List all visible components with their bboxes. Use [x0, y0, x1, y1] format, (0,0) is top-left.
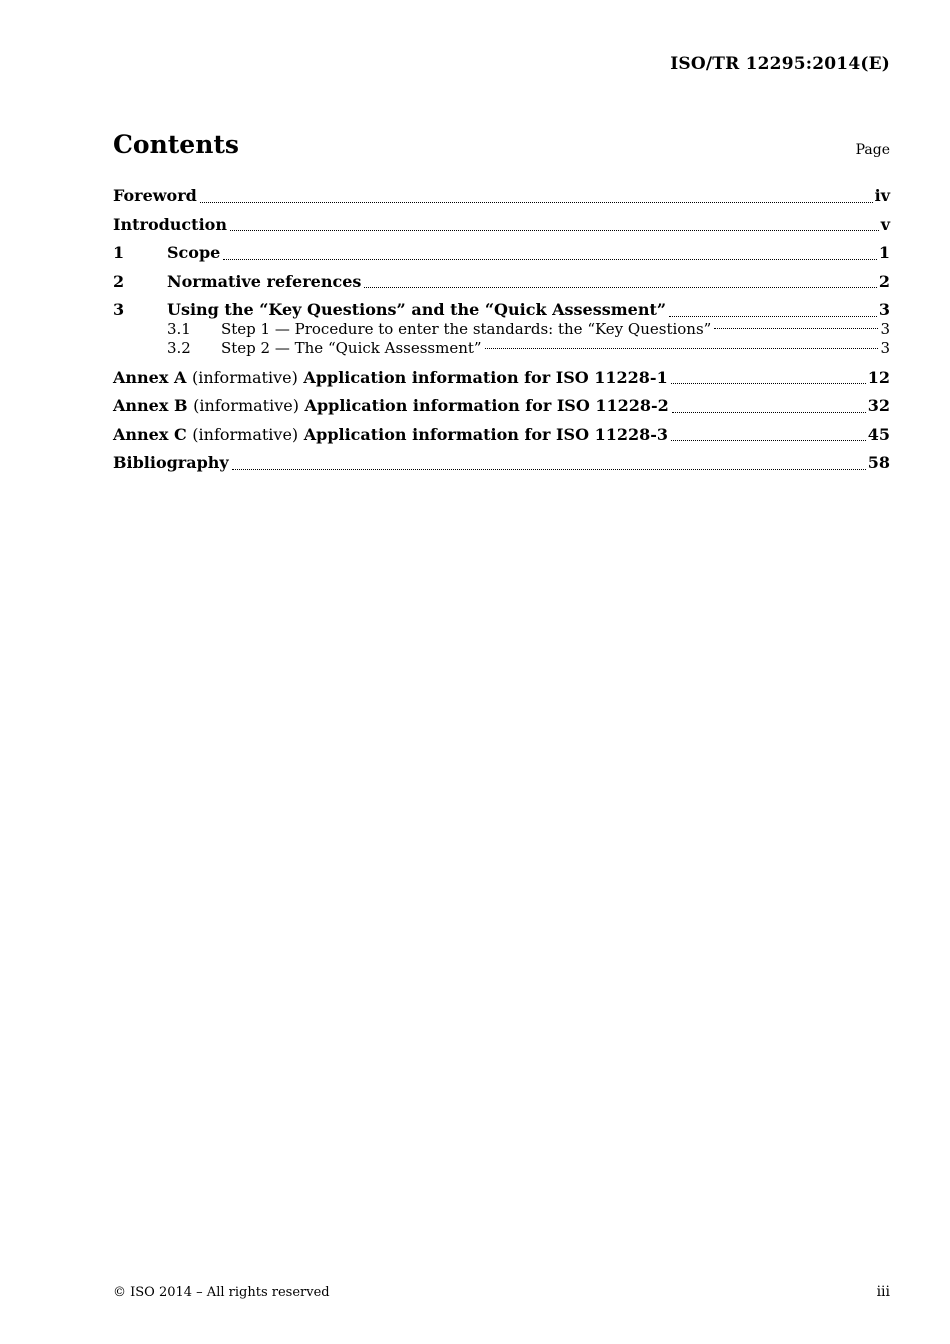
toc-entry-page: 32 — [867, 396, 890, 415]
annex-title: Application information for ISO 11228-3 — [303, 424, 669, 444]
toc-entry-foreword[interactable] — [113, 185, 890, 214]
dot-leader — [671, 440, 866, 441]
contents-title: Contents — [113, 130, 240, 159]
toc-entry-page: 2 — [878, 271, 890, 291]
toc-entry-number: 3.1 — [167, 319, 191, 338]
dot-leader — [714, 328, 878, 329]
footer-page-number: iii — [876, 1284, 890, 1300]
toc-entry-label: Normative references — [167, 271, 362, 291]
footer-copyright: © ISO 2014 – All rights reserved — [113, 1285, 330, 1300]
annex-qualifier: (informative) — [193, 396, 299, 415]
dot-leader — [485, 348, 879, 349]
toc-entry-page: iv — [874, 186, 890, 205]
dot-leader — [232, 469, 866, 470]
annex-id: Annex C — [113, 424, 187, 444]
toc-entry-page: 45 — [867, 424, 890, 444]
toc-entry-page: v — [880, 214, 890, 234]
annex-title: Application information for ISO 11228-1 — [303, 367, 668, 387]
dot-leader — [200, 202, 873, 203]
toc-entry-annex-c[interactable] — [113, 424, 890, 453]
toc-entry-number: 2 — [113, 271, 125, 291]
toc-entry-annex-a[interactable] — [113, 367, 890, 396]
toc-entry-page: 3 — [880, 319, 890, 338]
dot-leader — [223, 259, 877, 260]
toc-entry-label: Foreword — [113, 186, 197, 205]
annex-qualifier: (informative) — [191, 367, 298, 387]
toc-entry-number: 3.2 — [167, 339, 191, 357]
toc-entry-label: Scope — [167, 243, 221, 262]
annex-title: Application information for ISO 11228-2 — [304, 396, 669, 415]
dot-leader — [669, 316, 877, 317]
table-of-contents — [113, 185, 890, 481]
toc-entry-label — [113, 424, 668, 446]
toc-entry-normative-references[interactable] — [113, 271, 890, 300]
toc-entry-step-2[interactable] — [113, 339, 890, 359]
toc-entry-page: 1 — [878, 243, 890, 262]
toc-entry-annex-b[interactable] — [113, 395, 890, 424]
toc-entry-number: 1 — [113, 243, 125, 262]
toc-entry-bibliography[interactable] — [113, 452, 890, 481]
dot-leader — [364, 287, 876, 288]
toc-entry-label: Step 2 — The “Quick Assessment” — [221, 339, 482, 357]
toc-entry-label — [113, 395, 669, 417]
toc-entry-step-1[interactable] — [113, 320, 890, 340]
annex-qualifier: (informative) — [192, 424, 299, 444]
annex-id: Annex B — [113, 396, 188, 415]
toc-entry-label — [113, 367, 668, 389]
toc-entry-introduction[interactable] — [113, 214, 890, 243]
toc-entry-number: 3 — [113, 300, 125, 319]
toc-entry-label: Bibliography — [113, 453, 229, 472]
toc-entry-page: 12 — [867, 367, 890, 387]
toc-entry-page: 3 — [880, 339, 890, 357]
toc-entry-label: Introduction — [113, 214, 227, 234]
toc-entry-label: Step 1 — Procedure to enter the standards: the “Key Questions” — [221, 319, 712, 338]
document-id: ISO/TR 12295:2014(E) — [670, 54, 890, 74]
toc-entry-page: 58 — [867, 453, 890, 472]
toc-entry-label: Using the “Key Questions” and the “Quick Assessment” — [167, 300, 667, 319]
toc-entry-scope[interactable] — [113, 242, 890, 271]
page-column-label: Page — [855, 142, 890, 158]
toc-entry-page: 3 — [878, 300, 890, 319]
dot-leader — [672, 412, 866, 413]
annex-id: Annex A — [113, 367, 187, 387]
dot-leader — [671, 383, 866, 384]
dot-leader — [230, 230, 879, 231]
